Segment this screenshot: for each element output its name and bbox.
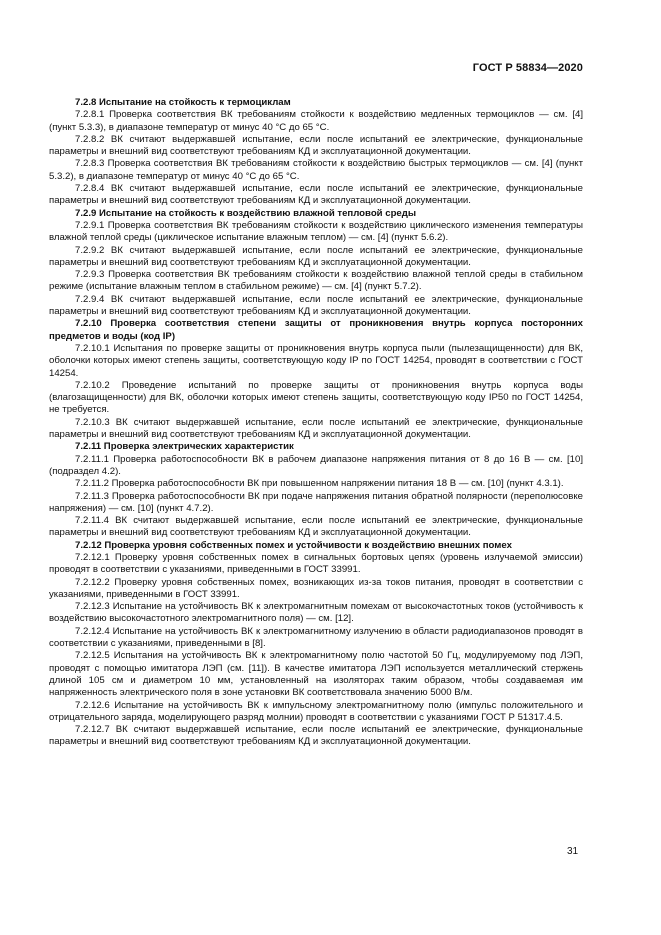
document-header: ГОСТ Р 58834—2020 [472, 62, 583, 74]
paragraph: 7.2.11.2 Проверка работоспособности ВК при повышенном напряжении питания 18 В — см. [10] (пункт 4.3.1). [75, 478, 564, 490]
section-heading: 7.2.8 Испытание на стойкость к термоциклам [75, 97, 291, 108]
paragraph: 7.2.11.3 Проверка работоспособности ВК при подаче напряжения питания обратной полярности (переполюсовке напряжения) — см. [10] (пункт 4.7.2). [49, 490, 583, 514]
section-heading: 7.2.11 Проверка электрических характеристик [75, 441, 294, 453]
paragraph: 7.2.11.1 Проверка работоспособности ВК в рабочем диапазоне напряжения питания от 8 до 16 В — см. [10] (подраздел 4.2). [49, 453, 583, 477]
paragraph: 7.2.12.1 Проверку уровня собственных помех в сигнальных бортовых цепях (уровень излучаемой эмиссии) проводят в соответствии с указаниями, приведенными в ГОСТ 33991. [49, 551, 583, 576]
paragraph: 7.2.9.3 Проверка соответствия ВК требованиям стойкости к воздействию влажной теплой среды в стабильном режиме (испытание влажным теплом в стабильном режиме) — см. [4] (пункт 5.7.2). [49, 269, 583, 293]
paragraph: 7.2.10.1 Испытания по проверке защиты от проникновения внутрь корпуса пыли (пылезащищенности) для ВК, оболочки которых имеют степень защиты, соответствующую коду IP по ГОСТ 14254, проводят в соответствии с ГОСТ 14254. [49, 342, 583, 379]
paragraph: 7.2.9.2 ВК считают выдержавшей испытание, если после испытаний ее электрические, функциональные параметры и внешний вид соответствуют требованиям КД и эксплуатационной документации. [49, 244, 583, 268]
paragraph: 7.2.11.4 ВК считают выдержавшей испытание, если после испытаний ее электрические, функциональные параметры и внешний вид соответствуют требованиям КД и эксплуатационной документации. [49, 515, 583, 539]
paragraph: 7.2.8.3 Проверка соответствия ВК требованиям стойкости к воздействию быстрых термоциклов — см. [4] (пункт 5.3.2), в диапазоне температур от минус 40 °С до 65 °С. [49, 158, 583, 182]
document-body [49, 97, 583, 749]
paragraph: 7.2.10.2 Проведение испытаний по проверке защиты от проникновения внутрь корпуса воды (влагозащищенности) для ВК, оболочки которых имеют степень защиты, соответствующую коду IP50 по ГОСТ 14254, не требуется. [49, 379, 583, 416]
paragraph: 7.2.8.1 Проверка соответствия ВК требованиям стойкости к воздействию медленных термоциклов — см. [4] (пункт 5.3.3), в диапазоне температур от минус 40 °С до 65 °С. [49, 109, 583, 133]
paragraph: 7.2.12.7 ВК считают выдержавшей испытание, если после испытаний ее электрические, функциональные параметры и внешний вид соответствуют требованиям КД и эксплуатационной документации. [49, 724, 583, 748]
section-heading: 7.2.10 Проверка соответствия степени защиты от проникновения внутрь корпуса посторонних предметов и воды (код IP) [49, 318, 583, 342]
paragraph: 7.2.8.2 ВК считают выдержавшей испытание, если после испытаний ее электрические, функциональные параметры и внешний вид соответствуют требованиям КД и эксплуатационной документации. [49, 133, 583, 158]
paragraph: 7.2.12.6 Испытание на устойчивость ВК к импульсному электромагнитному полю (импульс положительного и отрицательного заряда, моделирующего разряд молнии) проводят в соответствии с указаниями ГОСТ Р 51317.4.5. [49, 699, 583, 723]
page-number: 31 [567, 846, 579, 857]
paragraph: 7.2.12.3 Испытание на устойчивость ВК к электромагнитным помехам от высокочастотных токов (устойчивость к воздействию высокочастотного электромагнитного поля) — см. [12]. [49, 601, 583, 625]
paragraph: 7.2.12.2 Проверку уровня собственных помех, возникающих из-за токов питания, проводят в соответствии с указаниями, приведенными в ГОСТ 33991. [49, 576, 583, 600]
paragraph: 7.2.12.5 Испытания на устойчивость ВК к электромагнитному полю частотой 50 Гц, модулируемому под ЛЭП, проводят с помощью имитатора ЛЭП (см. [11]). В качестве имитатора ЛЭП используется металлический стержень длиной 105 см и диаметром 10 мм, установленный на изоляторах таким образом, чтобы создаваемая им напряженность электрического поля в зоне установки ВК соответствовала значению 5000 В/м. [49, 650, 583, 699]
section-heading: 7.2.9 Испытание на стойкость к воздействию влажной тепловой среды [75, 207, 417, 219]
section-heading: 7.2.12 Проверка уровня собственных помех и устойчивости к воздействию внешних помех [75, 539, 512, 551]
paragraph: 7.2.10.3 ВК считают выдержавшей испытание, если после испытаний ее электрические, функциональные параметры и внешний вид соответствуют требованиям КД и эксплуатационной документации. [49, 416, 583, 441]
paragraph: 7.2.8.4 ВК считают выдержавшей испытание, если после испытаний ее электрические, функциональные параметры и внешний вид соответствуют требованиям КД и эксплуатационной документации. [49, 183, 583, 207]
paragraph: 7.2.9.1 Проверка соответствия ВК требованиям стойкости к воздействию циклического изменения температуры влажной теплой среды (циклическое испытание влажным теплом) — см. [4] (пункт 5.6.2). [49, 219, 583, 244]
paragraph: 7.2.12.4 Испытание на устойчивость ВК к электромагнитному излучению в области радиодиапазонов проводят в соответствии с указаниями, приведенными в [8]. [49, 625, 583, 650]
paragraph: 7.2.9.4 ВК считают выдержавшей испытание, если после испытаний ее электрические, функциональные параметры и внешний вид соответствуют требованиям КД и эксплуатационной документации. [49, 293, 583, 318]
